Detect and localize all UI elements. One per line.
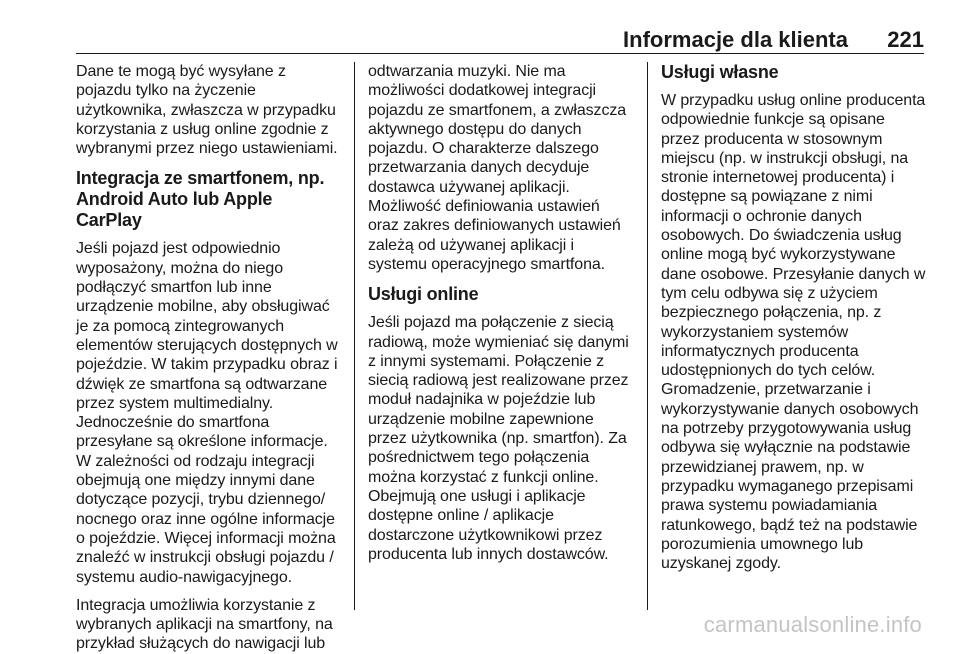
heading-smartphone-integration: Integracja ze smartfonem, np. Android Auto lub Apple CarPlay xyxy=(76,168,325,231)
page-number: 221 xyxy=(887,27,924,52)
paragraph-integration-apps: Integracja umożliwia korzystanie z wybranych aplikacji na smartfony, na przykład służących do nawigacji lub xyxy=(76,596,333,653)
text-column-3 xyxy=(661,62,929,610)
column-divider-2 xyxy=(647,62,648,610)
watermark: carmanualsonline.info xyxy=(703,612,922,637)
heading-own-services: Usługi własne xyxy=(661,62,779,82)
column-divider-1 xyxy=(354,62,355,610)
paragraph-own-services: W przypadku usług online producenta odpowiednie funkcje są opisane przez producenta w stosownym miejscu (np. w instrukcji obsługi, na stronie internetowej producenta) i dostępne są powiązane z nimi informacji o ochronie danych osobowych. Do świadczenia usług online mogą być wykorzystywane dane osobowe. Przesyłanie danych w tym celu odbywa się z użyciem bezpiecznego połączenia, np. z wykorzystaniem systemów informatycznych producenta udostępnionych do tych celów. Gromadzenie, przetwarzanie i wykorzystywanie danych osobowych na potrzeby przygotowywania usług odbywa się wyłącznie na podstawie przewidzianej prawem, np. w przypadku wymaganego przepisami prawa systemu powiadamiania ratunkowego, bądź też na podstawie porozumienia umownego lub uzyskanej zgody. xyxy=(661,92,926,573)
paragraph-online-services: Jeśli pojazd ma połączenie z siecią radiową, może wymieniać się danymi z innymi systemami. Połączenie z siecią radiową jest realizowane przez moduł nadajnika w pojeździe lub urządzenie mobilne zapewnione przez użytkownika (np. smartfon). Za pośrednictwem tego połączenia można korzystać z funkcji online. Obejmują one usługi i aplikacje dostępne online / aplikacje dostarczone użytkownikowi przez producenta lub innych dostawców. xyxy=(368,314,629,563)
page-header xyxy=(0,0,960,52)
text-column-1 xyxy=(76,62,342,653)
text-column-2 xyxy=(368,62,636,610)
header-divider xyxy=(76,53,924,54)
paragraph-smartphone-integration: Jeśli pojazd jest odpowiednio wyposażony, można do niego podłączyć smartfon lub inne urządzenie mobilne, aby obsługiwać je za pomocą zintegrowanych elementów sterujących dostępnych w pojeździe. W takim przypadku obraz i dźwięk ze smartfona są odtwarzane przez system multimedialny. Jednocześnie do smartfona przesyłane są określone informacje. W zależności od rodzaju integracji obejmują one między innymi dane dotyczące pozycji, trybu dziennego/ nocnego oraz inne ogólne informacje o pojeździe. Więcej informacji można znaleźć w instrukcji obsługi pojazdu / systemu audio-nawigacyjnego. xyxy=(76,240,338,586)
page-title: Informacje dla klienta xyxy=(623,27,848,52)
heading-online-services: Usługi online xyxy=(368,284,479,305)
paragraph-music-playback: odtwarzania muzyki. Nie ma możliwości dodatkowej integracji pojazdu ze smartfonem, a zwłaszcza aktywnego dostępu do danych pojazdu. O charakterze dalszego przetwarzania danych decyduje dostawca używanej aplikacji. Możliwość definiowania ustawień oraz zakres definiowanych ustawień zależą od używanej aplikacji i systemu operacyjnego smartfona. xyxy=(368,63,627,273)
paragraph-data-sending: Dane te mogą być wysyłane z pojazdu tylko na życzenie użytkownika, zwłaszcza w przypadku korzystania z usług online zgodnie z wybranymi przez niego ustawieniami. xyxy=(76,63,338,158)
